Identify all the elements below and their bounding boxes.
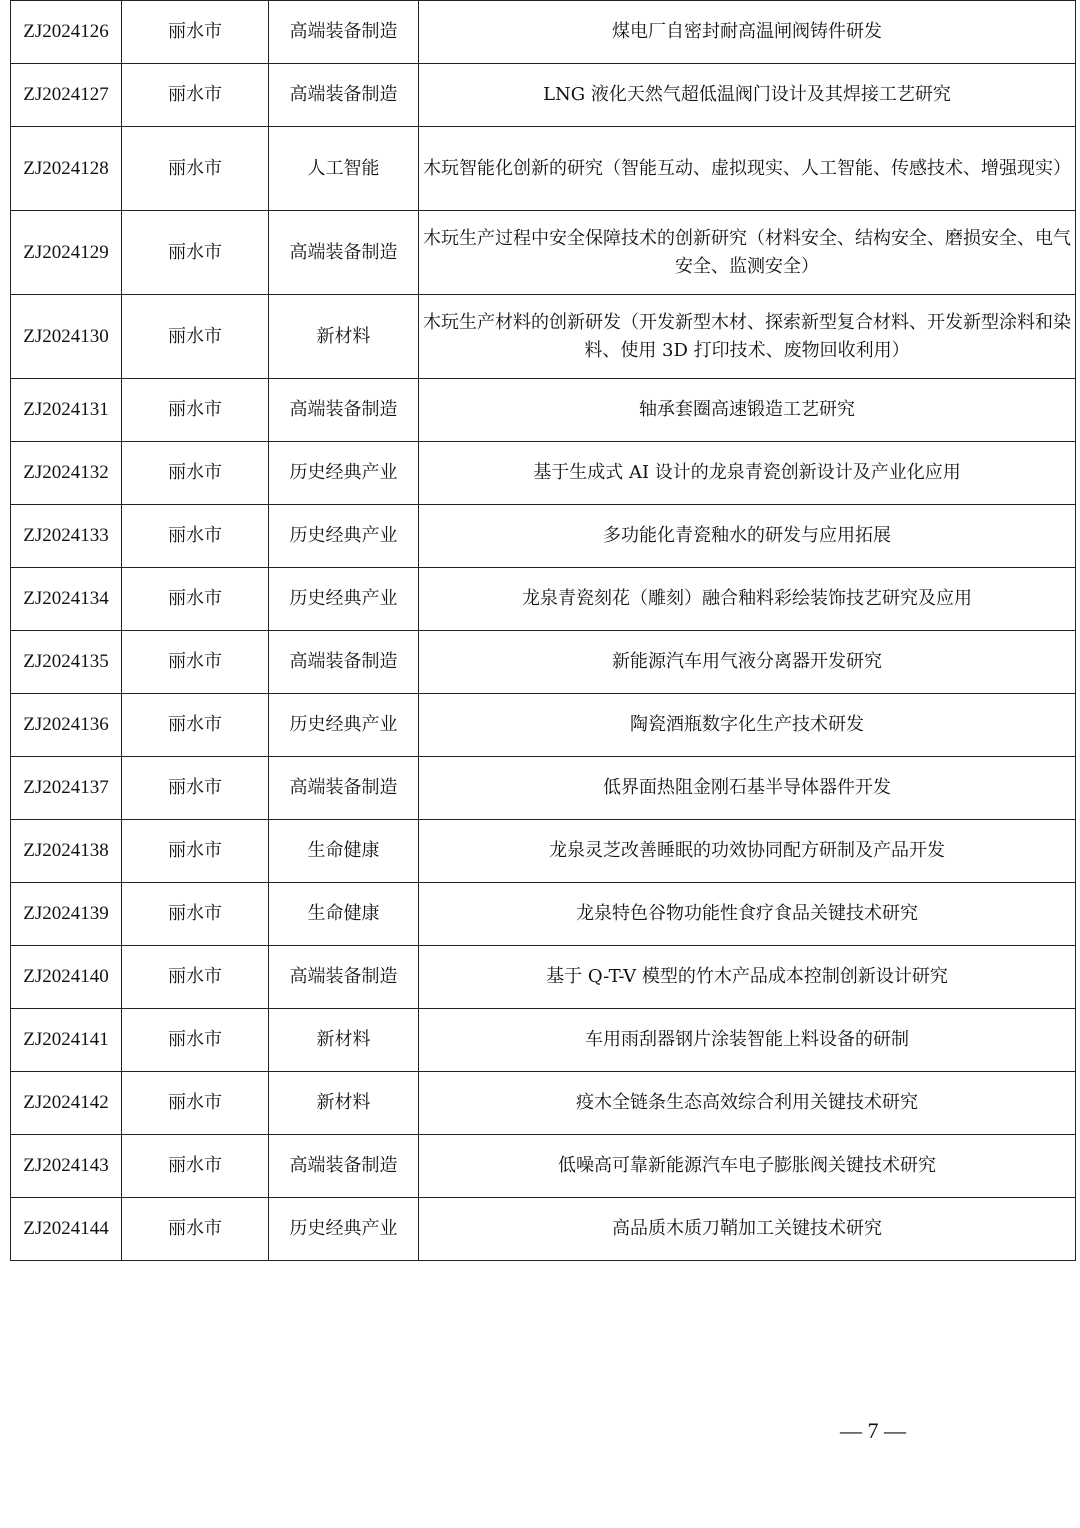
city-cell: 丽水市	[122, 1072, 269, 1135]
project-id-cell: ZJ2024128	[11, 127, 122, 211]
city-cell: 丽水市	[122, 379, 269, 442]
city-cell: 丽水市	[122, 442, 269, 505]
field-cell: 高端装备制造	[269, 946, 419, 1009]
table-row	[11, 127, 1076, 211]
project-id-cell: ZJ2024143	[11, 1135, 122, 1198]
project-title-cell: 轴承套圈高速锻造工艺研究	[419, 379, 1076, 442]
city-cell: 丽水市	[122, 127, 269, 211]
project-id-cell: ZJ2024136	[11, 694, 122, 757]
project-id-cell: ZJ2024135	[11, 631, 122, 694]
field-cell: 高端装备制造	[269, 1135, 419, 1198]
project-id-cell: ZJ2024129	[11, 211, 122, 295]
field-cell: 历史经典产业	[269, 505, 419, 568]
project-title-cell: 低噪高可靠新能源汽车电子膨胀阀关键技术研究	[419, 1135, 1076, 1198]
table-row	[11, 211, 1076, 295]
project-title-cell: 基于 Q-T-V 模型的竹木产品成本控制创新设计研究	[419, 946, 1076, 1009]
project-title-cell: 基于生成式 AI 设计的龙泉青瓷创新设计及产业化应用	[419, 442, 1076, 505]
city-cell: 丽水市	[122, 1198, 269, 1261]
project-id-cell: ZJ2024140	[11, 946, 122, 1009]
field-cell: 历史经典产业	[269, 1198, 419, 1261]
field-cell: 高端装备制造	[269, 1, 419, 64]
table-row	[11, 1072, 1076, 1135]
project-title-cell: 龙泉灵芝改善睡眠的功效协同配方研制及产品开发	[419, 820, 1076, 883]
project-title-cell: 龙泉青瓷刻花（雕刻）融合釉料彩绘装饰技艺研究及应用	[419, 568, 1076, 631]
table-row	[11, 1, 1076, 64]
project-title-cell: 陶瓷酒瓶数字化生产技术研发	[419, 694, 1076, 757]
field-cell: 高端装备制造	[269, 64, 419, 127]
table-row	[11, 295, 1076, 379]
project-title-cell: 新能源汽车用气液分离器开发研究	[419, 631, 1076, 694]
table-row	[11, 1009, 1076, 1072]
project-title-cell: 低界面热阻金刚石基半导体器件开发	[419, 757, 1076, 820]
project-id-cell: ZJ2024132	[11, 442, 122, 505]
city-cell: 丽水市	[122, 757, 269, 820]
city-cell: 丽水市	[122, 505, 269, 568]
project-id-cell: ZJ2024126	[11, 1, 122, 64]
city-cell: 丽水市	[122, 1, 269, 64]
table-row	[11, 568, 1076, 631]
city-cell: 丽水市	[122, 820, 269, 883]
page-number: — 7 —	[840, 1418, 906, 1443]
project-id-cell: ZJ2024137	[11, 757, 122, 820]
project-title-cell: 多功能化青瓷釉水的研发与应用拓展	[419, 505, 1076, 568]
field-cell: 高端装备制造	[269, 757, 419, 820]
project-title-cell: 木玩生产过程中安全保障技术的创新研究（材料安全、结构安全、磨损安全、电气安全、监测安全）	[419, 211, 1076, 295]
table-row	[11, 883, 1076, 946]
project-id-cell: ZJ2024138	[11, 820, 122, 883]
city-cell: 丽水市	[122, 883, 269, 946]
project-id-cell: ZJ2024130	[11, 295, 122, 379]
field-cell: 生命健康	[269, 883, 419, 946]
field-cell: 历史经典产业	[269, 694, 419, 757]
table-row	[11, 64, 1076, 127]
city-cell: 丽水市	[122, 694, 269, 757]
table-row	[11, 631, 1076, 694]
field-cell: 历史经典产业	[269, 442, 419, 505]
city-cell: 丽水市	[122, 295, 269, 379]
field-cell: 历史经典产业	[269, 568, 419, 631]
project-title-cell: 龙泉特色谷物功能性食疗食品关键技术研究	[419, 883, 1076, 946]
project-id-cell: ZJ2024144	[11, 1198, 122, 1261]
table-row	[11, 820, 1076, 883]
project-id-cell: ZJ2024127	[11, 64, 122, 127]
field-cell: 高端装备制造	[269, 211, 419, 295]
project-id-cell: ZJ2024141	[11, 1009, 122, 1072]
field-cell: 人工智能	[269, 127, 419, 211]
project-id-cell: ZJ2024131	[11, 379, 122, 442]
city-cell: 丽水市	[122, 211, 269, 295]
table-row	[11, 505, 1076, 568]
city-cell: 丽水市	[122, 64, 269, 127]
city-cell: 丽水市	[122, 1135, 269, 1198]
field-cell: 高端装备制造	[269, 379, 419, 442]
city-cell: 丽水市	[122, 1009, 269, 1072]
field-cell: 新材料	[269, 295, 419, 379]
project-id-cell: ZJ2024142	[11, 1072, 122, 1135]
project-title-cell: 车用雨刮器钢片涂装智能上料设备的研制	[419, 1009, 1076, 1072]
table-row	[11, 757, 1076, 820]
project-title-cell: 煤电厂自密封耐高温闸阀铸件研发	[419, 1, 1076, 64]
table-row	[11, 1135, 1076, 1198]
table-row	[11, 442, 1076, 505]
field-cell: 高端装备制造	[269, 631, 419, 694]
project-title-cell: 高品质木质刀鞘加工关键技术研究	[419, 1198, 1076, 1261]
table-row	[11, 694, 1076, 757]
table-row	[11, 946, 1076, 1009]
project-title-cell: 木玩生产材料的创新研发（开发新型木材、探索新型复合材料、开发新型涂料和染料、使用 3D 打印技术、废物回收利用）	[419, 295, 1076, 379]
project-title-cell: 疫木全链条生态高效综合利用关键技术研究	[419, 1072, 1076, 1135]
project-id-cell: ZJ2024134	[11, 568, 122, 631]
field-cell: 新材料	[269, 1009, 419, 1072]
table-row	[11, 1198, 1076, 1261]
project-title-cell: 木玩智能化创新的研究（智能互动、虚拟现实、人工智能、传感技术、增强现实）	[419, 127, 1076, 211]
project-title-cell: LNG 液化天然气超低温阀门设计及其焊接工艺研究	[419, 64, 1076, 127]
project-id-cell: ZJ2024139	[11, 883, 122, 946]
table-row	[11, 379, 1076, 442]
city-cell: 丽水市	[122, 631, 269, 694]
project-table	[10, 0, 1076, 1261]
project-id-cell: ZJ2024133	[11, 505, 122, 568]
field-cell: 生命健康	[269, 820, 419, 883]
city-cell: 丽水市	[122, 946, 269, 1009]
field-cell: 新材料	[269, 1072, 419, 1135]
city-cell: 丽水市	[122, 568, 269, 631]
